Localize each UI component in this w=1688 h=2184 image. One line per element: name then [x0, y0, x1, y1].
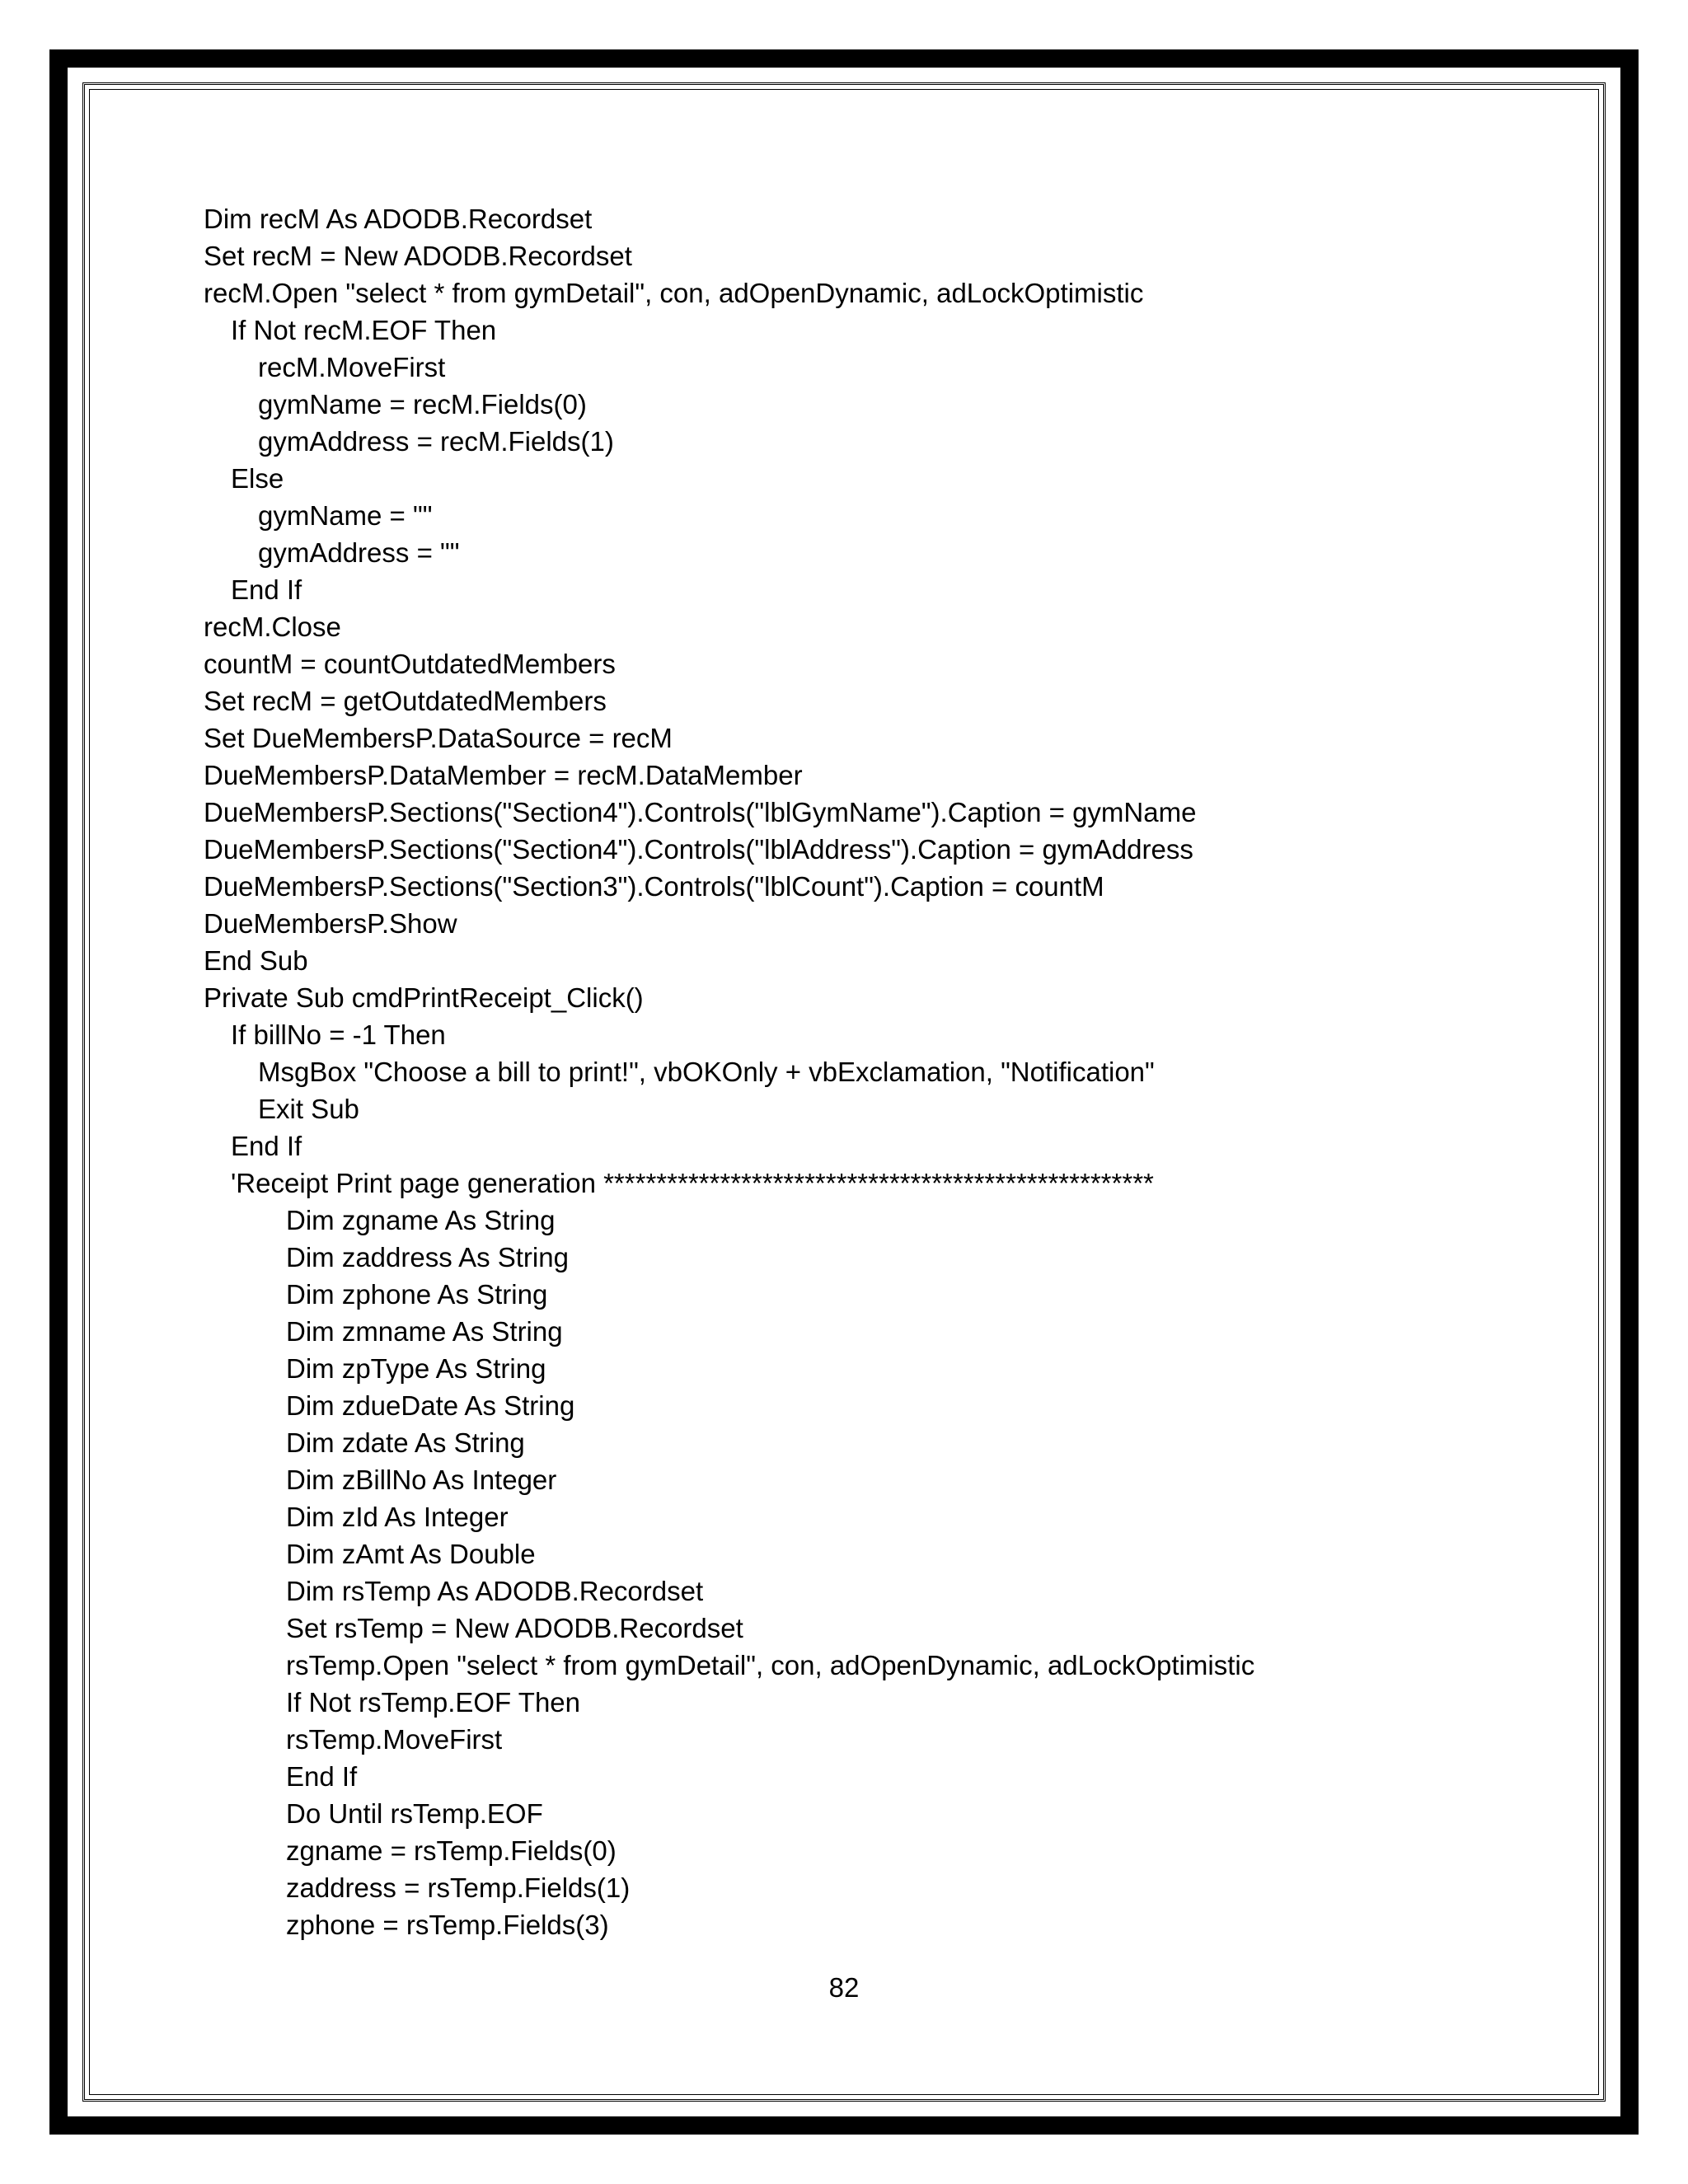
code-line: Else — [231, 463, 284, 494]
code-line: rsTemp.MoveFirst — [286, 1724, 503, 1755]
code-line: rsTemp.Open "select * from gymDetail", con, adOpenDynamic, adLockOptimistic — [286, 1650, 1255, 1680]
code-line: recM.Open "select * from gymDetail", con, adOpenDynamic, adLockOptimistic — [204, 278, 1144, 308]
code-line: Dim zdueDate As String — [286, 1390, 575, 1421]
code-line: DueMembersP.Sections("Section3").Controls("lblCount").Caption = countM — [204, 871, 1104, 902]
code-line: Dim zdate As String — [286, 1427, 525, 1458]
code-line: Dim zgname As String — [286, 1205, 556, 1235]
code-line: Dim zaddress As String — [286, 1242, 569, 1272]
code-line: 'Receipt Print page generation **************************************************** — [231, 1168, 1154, 1198]
code-line: Set recM = getOutdatedMembers — [204, 686, 607, 716]
code-line: Set rsTemp = New ADODB.Recordset — [286, 1613, 743, 1643]
code-line: zphone = rsTemp.Fields(3) — [286, 1910, 609, 1940]
code-line: gymAddress = recM.Fields(1) — [258, 426, 614, 457]
code-line: Set DueMembersP.DataSource = recM — [204, 723, 673, 753]
code-line: If billNo = -1 Then — [231, 1019, 446, 1050]
code-line: Dim zBillNo As Integer — [286, 1465, 557, 1495]
code-line: Dim zAmt As Double — [286, 1539, 536, 1569]
code-line: MsgBox "Choose a bill to print!", vbOKOnly + vbExclamation, "Notification" — [258, 1057, 1155, 1087]
code-line: gymName = recM.Fields(0) — [258, 389, 587, 419]
code-line: End If — [231, 574, 302, 605]
code-line: DueMembersP.DataMember = recM.DataMember — [204, 760, 803, 790]
code-line: Dim zpType As String — [286, 1353, 546, 1384]
code-line: zgname = rsTemp.Fields(0) — [286, 1835, 617, 1866]
code-line: zaddress = rsTemp.Fields(1) — [286, 1872, 631, 1903]
code-line: DueMembersP.Sections("Section4").Controls("lblGymName").Caption = gymName — [204, 797, 1197, 827]
code-line: Exit Sub — [258, 1094, 359, 1124]
code-line: Set recM = New ADODB.Recordset — [204, 241, 632, 271]
code-line: recM.Close — [204, 612, 341, 642]
page-number: 82 — [828, 1972, 860, 2003]
code-line: DueMembersP.Sections("Section4").Controls("lblAddress").Caption = gymAddress — [204, 834, 1193, 865]
code-line: countM = countOutdatedMembers — [204, 649, 616, 679]
code-line: recM.MoveFirst — [258, 352, 446, 382]
code-line: Dim recM As ADODB.Recordset — [204, 204, 593, 234]
code-line: Dim zmname As String — [286, 1316, 563, 1347]
code-line: End If — [286, 1761, 358, 1792]
code-line: gymAddress = "" — [258, 537, 460, 568]
code-line: gymName = "" — [258, 500, 433, 531]
code-line: If Not rsTemp.EOF Then — [286, 1687, 581, 1718]
code-line: End Sub — [204, 945, 308, 976]
code-listing — [204, 200, 1522, 1943]
code-line: Dim rsTemp As ADODB.Recordset — [286, 1576, 704, 1606]
code-line: If Not recM.EOF Then — [231, 315, 497, 345]
code-line: Private Sub cmdPrintReceipt_Click() — [204, 982, 644, 1013]
code-line: End If — [231, 1131, 302, 1161]
code-line: Do Until rsTemp.EOF — [286, 1798, 543, 1829]
code-line: Dim zphone As String — [286, 1279, 548, 1310]
code-line: Dim zId As Integer — [286, 1502, 509, 1532]
code-line: DueMembersP.Show — [204, 908, 457, 939]
